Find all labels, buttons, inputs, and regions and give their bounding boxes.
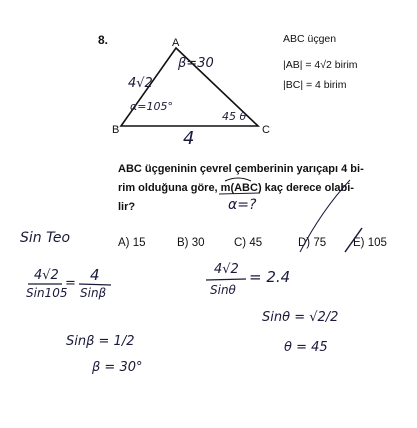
left-fraction-bar-2: [79, 284, 111, 285]
vertex-c-label: C: [262, 124, 270, 136]
option-d[interactable]: D) 75: [298, 237, 327, 249]
side-ab-label: 4√2: [128, 76, 153, 91]
given-bc: |BC| = 4 birim: [283, 79, 347, 91]
vertex-b-label: B: [112, 124, 120, 136]
arc-hat-mark: [225, 178, 251, 181]
left-numerator-1: 4√2: [34, 268, 59, 283]
left-sin-beta: Sinβ = 1/2: [66, 334, 135, 349]
left-denominator-2: Sinβ: [80, 286, 107, 300]
option-e-strike: [345, 228, 362, 252]
left-numerator-2: 4: [90, 266, 100, 284]
right-sin-theta: Sinθ = √2/2: [262, 310, 339, 325]
sin-theorem-note: Sin Teo: [20, 230, 71, 246]
angle-a-label: β=30: [178, 56, 214, 71]
right-denominator: Sinθ: [210, 283, 236, 297]
question-stem-line2: rim olduğuna göre, m(ABC) kaç derece olabi-: [118, 182, 354, 194]
right-theta-result: θ = 45: [284, 340, 328, 355]
vertex-a-label: A: [172, 37, 180, 49]
alpha-question-note: α=?: [228, 197, 257, 213]
pen-stroke: [300, 180, 350, 252]
left-denominator-1: Sin105: [26, 286, 68, 300]
given-ab: |AB| = 4√2 birim: [283, 59, 358, 71]
answer-underline: [219, 193, 260, 194]
option-e[interactable]: E) 105: [353, 237, 387, 249]
option-c[interactable]: C) 45: [234, 237, 263, 249]
left-beta-result: β = 30°: [92, 360, 143, 375]
option-a[interactable]: A) 15: [118, 237, 146, 249]
angle-c-label: 45 θ: [222, 110, 247, 123]
side-bc-label: 4: [183, 128, 195, 149]
given-title: ABC üçgen: [283, 33, 337, 45]
question-stem-line1: ABC üçgeninin çevrel çemberinin yarıçapı 4 bi-: [118, 163, 364, 175]
right-numerator: 4√2: [214, 262, 239, 277]
left-equals: =: [65, 276, 76, 291]
option-b[interactable]: B) 30: [177, 237, 205, 249]
right-fraction-bar: [206, 279, 246, 280]
question-stem-line3: lir?: [118, 201, 136, 213]
right-equals: = 2.4: [249, 268, 291, 286]
angle-b-label: α=105°: [130, 100, 173, 113]
question-number: 8.: [98, 33, 109, 47]
